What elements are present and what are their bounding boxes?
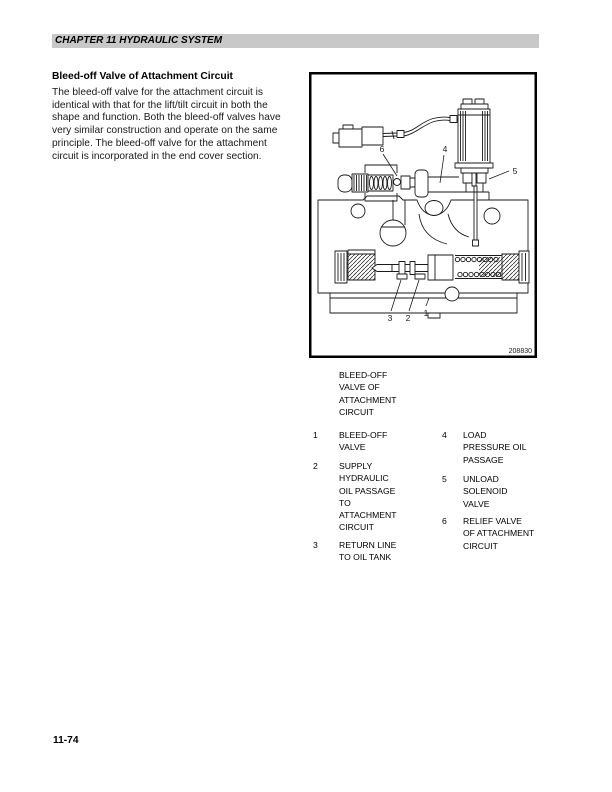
- legend-line: TO OIL TANK: [339, 552, 392, 563]
- legend-number: 3: [313, 540, 318, 550]
- legend-line: SUPPLY: [339, 461, 373, 471]
- intro-line: circuit is incorporated in the end cover section.: [52, 150, 262, 162]
- legend-line: VALVE: [339, 442, 366, 453]
- callout-3: 3: [387, 313, 393, 323]
- chapter-header-text: CHAPTER 11 HYDRAULIC SYSTEM: [55, 35, 223, 46]
- legend-line: HYDRAULIC: [339, 473, 389, 484]
- legend-line: CIRCUIT: [339, 522, 374, 533]
- legend-line: BLEED-OFF: [339, 430, 388, 440]
- intro-paragraph: [52, 87, 304, 163]
- legend-line: LOAD: [463, 430, 487, 440]
- caption-line: ATTACHMENT: [339, 394, 397, 405]
- legend-number: 2: [313, 461, 318, 471]
- intro-line: very similar construction and operate on the same: [52, 125, 278, 137]
- legend-line: VALVE: [463, 498, 490, 509]
- callout-2: 2: [405, 313, 411, 323]
- legend-number: 4: [442, 430, 447, 440]
- section-heading: Bleed-off Valve of Attachment Circuit: [52, 71, 233, 82]
- callout-5: 5: [512, 166, 518, 176]
- legend-line: OF ATTACHMENT: [463, 528, 535, 539]
- page-number: 11-74: [53, 735, 79, 746]
- figure-caption: [339, 369, 396, 418]
- legend-line: UNLOAD: [463, 474, 499, 484]
- caption-line: CIRCUIT: [339, 406, 374, 417]
- legend-line: RELIEF VALVE: [463, 516, 522, 526]
- legend-line: SOLENOID: [463, 486, 508, 497]
- callout-4: 4: [442, 144, 448, 154]
- legend-number: 1: [313, 430, 318, 440]
- caption-line: BLEED-OFF: [339, 370, 388, 380]
- legend-line: RETURN LINE: [339, 540, 397, 550]
- callout-1: 1: [423, 308, 429, 318]
- callout-6: 6: [379, 144, 385, 154]
- figure-frame: [309, 72, 537, 358]
- legend-number: 6: [442, 516, 447, 526]
- caption-line: VALVE OF: [339, 382, 380, 393]
- intro-line: The bleed-off valve for the attachment circuit is: [52, 87, 264, 98]
- legend-number: 5: [442, 474, 447, 484]
- hydraulic-valve-diagram: [309, 72, 537, 358]
- legend-line: TO: [339, 497, 351, 508]
- legend-line: CIRCUIT: [463, 540, 498, 551]
- legend-line: PASSAGE: [463, 454, 504, 465]
- figure-number: 208830: [508, 348, 532, 355]
- chapter-header-bar: [52, 34, 539, 48]
- legend-line: OIL PASSAGE: [339, 485, 396, 496]
- intro-line: shape and function. Both the bleed-off valves have: [52, 112, 281, 124]
- intro-line: principle. The bleed-off valve for the attachment: [52, 137, 267, 149]
- legend-line: PRESSURE OIL: [463, 442, 527, 453]
- legend-line: ATTACHMENT: [339, 510, 397, 521]
- intro-line: identical with that for the lift/tilt circuit in both the: [52, 99, 268, 111]
